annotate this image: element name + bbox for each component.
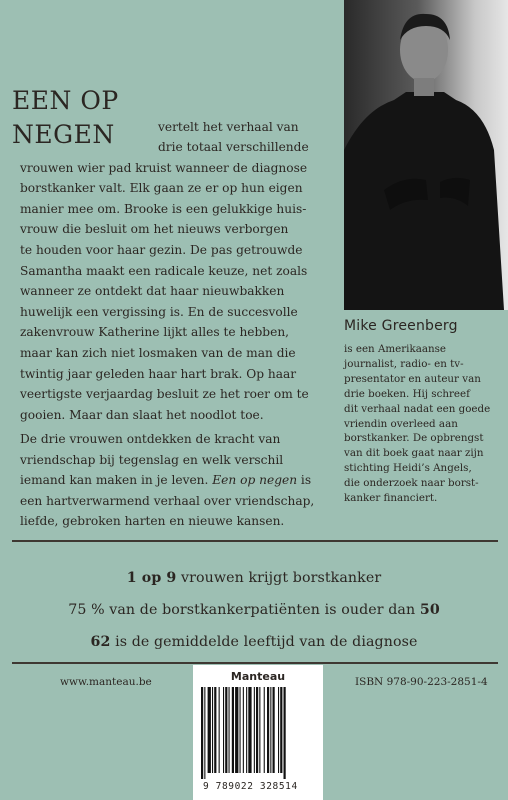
bio-line: is een Amerikaanse	[344, 343, 446, 355]
barcode-bar	[214, 687, 216, 773]
author-name: Mike Greenberg	[344, 318, 458, 334]
stat-line	[0, 600, 508, 620]
barcode-bar	[248, 687, 251, 773]
barcode-bar	[270, 687, 271, 773]
barcode-bar	[201, 687, 203, 779]
bio-line: presentator en auteur van	[344, 372, 481, 385]
synopsis-line	[20, 470, 333, 491]
barcode-bar	[223, 687, 224, 773]
barcode-number: 9 789022 328514	[203, 781, 298, 792]
synopsis-line: drie totaal verschillende	[158, 140, 309, 154]
barcode-bar	[264, 687, 265, 773]
synopsis-line: vriendschap bij tegenslag en welk verschil	[20, 452, 284, 467]
divider	[12, 540, 498, 542]
author-bio	[344, 342, 504, 506]
synopsis-line: liefde, gebroken harten en nieuwe kansen.	[20, 514, 285, 529]
barcode-bar	[259, 687, 260, 773]
author-photo	[344, 0, 508, 310]
title-line-1: EEN OP	[12, 86, 119, 115]
publisher-name: Manteau	[230, 670, 286, 683]
author-portrait-illustration	[344, 0, 508, 310]
publisher-website: www.manteau.be	[60, 676, 152, 688]
barcode-bar	[229, 687, 230, 773]
isbn: ISBN 978-90-223-2851-4	[355, 676, 488, 688]
barcode-bar	[267, 687, 269, 773]
stat-text: is de gemiddelde leeftijd van de diagnose	[110, 634, 418, 650]
barcode-bar	[240, 687, 241, 773]
synopsis-line: borstkanker valt. Elk gaan ze er op hun eigen	[20, 181, 303, 196]
synopsis-line: veertigste verjaardag besluit ze het roer om te	[20, 387, 309, 402]
bio-line: borstkanker. De opbrengst	[344, 432, 484, 445]
bio-line: journalist, radio- en tv-	[344, 357, 464, 370]
synopsis-line: te houden voor haar gezin. De pas getrouwde	[20, 242, 303, 257]
barcode-bar	[212, 687, 213, 773]
stat-highlight: 1 op 9	[126, 570, 177, 586]
synopsis-line: vrouwen wier pad kruist wanneer de diagnose	[20, 160, 308, 175]
barcode-bar	[278, 687, 279, 773]
bio-line: die onderzoek naar borst-	[344, 477, 479, 490]
barcode-bar	[219, 687, 220, 773]
synopsis-line: huwelijk een vergissing is. En de succesvolle	[20, 304, 298, 319]
stat-line	[0, 632, 508, 652]
bio-line: kanker financiert.	[344, 492, 438, 505]
title-line-2: NEGEN	[12, 120, 115, 149]
barcode-bar	[225, 687, 227, 773]
barcode-bar	[280, 687, 282, 773]
synopsis-paragraph-2	[20, 429, 333, 532]
synopsis-text: is	[297, 473, 312, 488]
stat-line	[0, 568, 508, 588]
synopsis-line: twintig jaar geleden haar hart brak. Op haar	[20, 366, 297, 381]
synopsis-line: Samantha maakt een radicale keuze, net zoals	[20, 263, 308, 278]
barcode-bar	[204, 687, 205, 779]
barcode-label	[193, 665, 323, 800]
stat-text: 75 % van de borstkankerpatiënten is ouder dan	[68, 602, 420, 618]
barcode-bar	[284, 687, 286, 779]
intro-first-line: vertelt het verhaal van	[158, 120, 299, 134]
bio-line: vriendin overleed aan	[344, 417, 458, 430]
synopsis-line: wanneer ze ontdekt dat haar nieuwbakken	[20, 284, 285, 299]
synopsis-line: maar kan zich niet losmaken van de man die	[20, 345, 296, 360]
barcode-bar	[273, 687, 275, 773]
barcode-bar	[256, 687, 258, 773]
barcode-bar	[243, 687, 244, 773]
synopsis-line: een hartverwarmend verhaal over vriendschap,	[20, 493, 315, 508]
synopsis-line: gooien. Maar dan slaat het noodlot toe.	[20, 407, 264, 422]
bio-line: van dit boek gaat naar zijn	[344, 447, 484, 460]
synopsis-line: De drie vrouwen ontdekken de kracht van	[20, 432, 281, 446]
stat-text: vrouwen krijgt borstkanker	[176, 570, 382, 586]
synopsis-line: vrouw die besluit om het nieuws verborgen	[20, 222, 289, 237]
barcode-bar	[235, 687, 238, 773]
synopsis-text: iemand kan maken in je leven.	[20, 473, 209, 488]
stat-highlight: 50	[419, 602, 440, 618]
barcode	[199, 687, 317, 779]
divider	[12, 662, 498, 664]
synopsis-line: manier mee om. Brooke is een gelukkige huis-	[20, 201, 307, 216]
bio-line: drie boeken. Hij schreef	[344, 387, 470, 400]
barcode-bar	[254, 687, 255, 773]
bio-line: stichting Heidi’s Angels,	[344, 462, 472, 475]
synopsis-paragraph	[20, 137, 333, 425]
barcode-bar	[246, 687, 247, 773]
barcode-bar	[208, 687, 211, 773]
synopsis-line: zakenvrouw Katherine lijkt alles te hebben,	[20, 325, 290, 340]
bio-line: dit verhaal nadat een goede	[344, 402, 491, 415]
barcode-bar	[232, 687, 234, 773]
stat-highlight: 62	[90, 634, 111, 650]
book-title-italic: Een op negen	[212, 473, 298, 488]
